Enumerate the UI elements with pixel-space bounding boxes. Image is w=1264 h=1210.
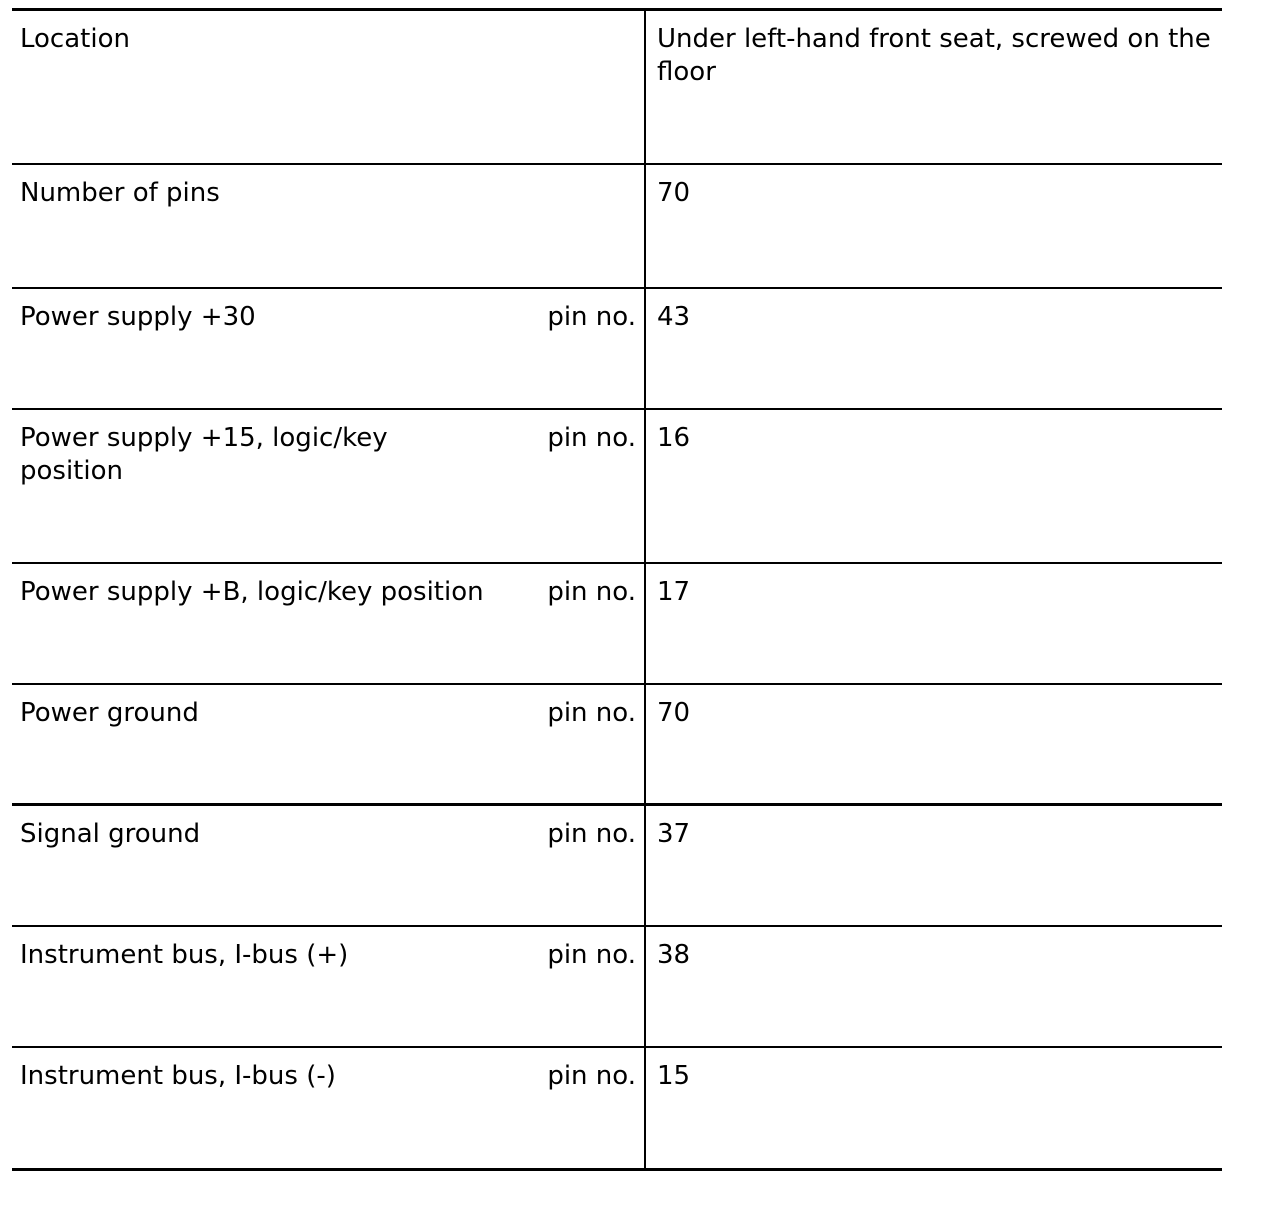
pin-no-label: pin no. [547,819,636,849]
pin-no-label: pin no. [547,423,636,453]
pin-no-label: pin no. [547,577,636,607]
pin-no-label: pin no. [547,302,636,332]
row-label: Number of pins [20,178,220,208]
label-cell [12,410,646,562]
label-cell [12,685,646,803]
table-row [12,564,1222,685]
table-row [12,685,1222,806]
row-value: 70 [657,698,691,728]
row-value: 37 [657,819,691,849]
table-row [12,410,1222,564]
label-cell [12,165,646,287]
pin-assignment-table [12,8,1222,1171]
label-cell [12,927,646,1046]
label-cell [12,289,646,408]
row-label: Instrument bus, I-bus (-) [20,1061,336,1091]
table-row [12,165,1222,289]
label-cell [12,1048,646,1168]
table-row [12,11,1222,165]
row-label: Power supply +B, logic/key position [20,577,484,607]
row-label: Signal ground [20,819,201,849]
label-cell [12,564,646,683]
table-row [12,927,1222,1048]
row-value: 16 [657,423,691,453]
label-cell [12,806,646,925]
row-label: Instrument bus, I-bus (+) [20,940,349,970]
table-row [12,1048,1222,1168]
row-value: 38 [657,940,691,970]
row-value: 70 [657,178,691,208]
label-cell [12,11,646,163]
row-label: Power supply +30 [20,302,256,332]
pin-no-label: pin no. [547,1061,636,1091]
row-value: 15 [657,1061,691,1091]
pin-no-label: pin no. [547,940,636,970]
table-row [12,289,1222,410]
row-value: 43 [657,302,691,332]
row-label: Location [20,24,130,54]
row-label: Power ground [20,698,199,728]
row-label: Power supply +15, logic/key position [20,423,388,486]
row-value: 17 [657,577,691,607]
row-value: Under left-hand front seat, screwed on the floor [657,24,1211,87]
table-row [12,806,1222,927]
pin-no-label: pin no. [547,698,636,728]
